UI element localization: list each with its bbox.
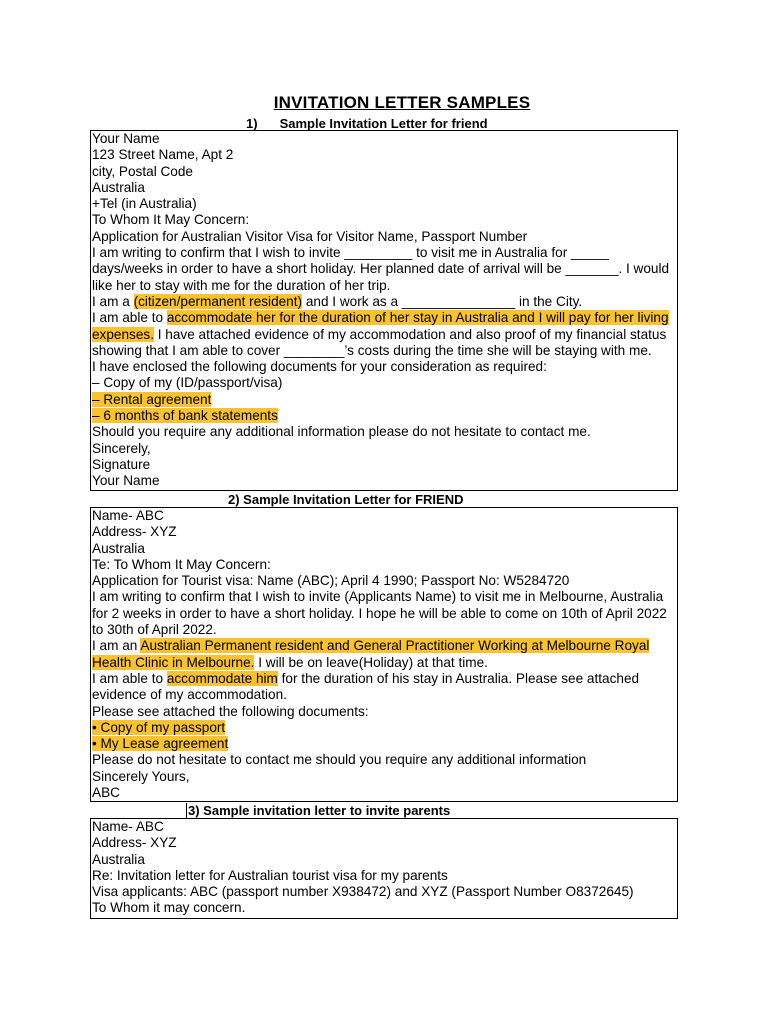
letter-text: To Whom it may concern. — [92, 900, 246, 916]
highlighted-text: Australian Permanent resident and General Practitioner Working at Melbourne Royal — [140, 638, 650, 654]
letter-line — [92, 441, 677, 457]
letter-line — [92, 473, 677, 489]
letter-line — [92, 343, 677, 359]
letter-text: I am writing to confirm that I wish to invite _________ to visit me in Australia for _____ — [92, 245, 609, 261]
letter-line — [92, 278, 677, 294]
letter-text: Sincerely Yours, — [92, 768, 190, 784]
letter-text: I am an — [92, 638, 141, 654]
highlighted-text: (citizen/permanent resident) — [133, 293, 303, 309]
letter-line — [92, 589, 677, 605]
letter-text: Sincerely, — [92, 440, 151, 456]
letter-line — [92, 524, 677, 540]
highlighted-text: accommodate him — [166, 670, 278, 686]
letter-text: Te: To Whom It May Concern: — [92, 556, 271, 572]
letter-text: Signature — [92, 456, 151, 472]
letter-text: Please see attached the following documents: — [92, 703, 369, 719]
letter-line — [92, 671, 677, 687]
section-1-number: 1) — [246, 116, 258, 131]
letter-line — [92, 327, 677, 343]
letter-line — [92, 131, 677, 147]
letter-text: Address- XYZ — [92, 835, 177, 851]
letter-text: for the duration of his stay in Australia. Please see attached — [277, 670, 640, 686]
letter-line — [92, 392, 677, 408]
letter-line — [92, 852, 677, 868]
letter-line — [92, 769, 677, 785]
letter-text: I am able to — [92, 310, 167, 326]
letter-text: I am writing to confirm that I wish to invite (Applicants Name) to visit me in Melbourne, Australia — [92, 589, 664, 605]
letter-line — [92, 359, 677, 375]
letter-text: Visa applicants: ABC (passport number X938472) and XYZ (Passport Number O8372645) — [92, 884, 634, 900]
letter-text: Name- ABC — [92, 508, 164, 523]
section-2-letter — [90, 507, 678, 802]
letter-line — [92, 164, 677, 180]
letter-text: 123 Street Name, Apt 2 — [92, 147, 234, 163]
letter-line — [92, 375, 677, 391]
highlighted-text: • My Lease agreement — [92, 736, 229, 752]
letter-text: Address- XYZ — [92, 524, 177, 540]
letter-text: evidence of my accommodation. — [92, 687, 287, 703]
letter-line — [92, 655, 677, 671]
letter-line — [92, 557, 677, 573]
letter-line — [92, 147, 677, 163]
letter-text: I have enclosed the following documents for your consideration as required: — [92, 359, 547, 375]
letter-line — [92, 261, 677, 277]
letter-text: days/weeks in order to have a short holiday. Her planned date of arrival will be _______. I would — [92, 261, 670, 277]
letter-line — [92, 835, 677, 851]
letter-line — [92, 736, 677, 752]
letter-line — [92, 704, 677, 720]
highlighted-text: – 6 months of bank statements — [92, 408, 278, 424]
letter-text: Application for Australian Visitor Visa for Visitor Name, Passport Number — [92, 228, 528, 244]
highlighted-text: – Rental agreement — [92, 391, 212, 407]
letter-text: I have attached evidence of my accommodation and also proof of my financial status — [153, 326, 667, 342]
letter-line — [92, 408, 677, 424]
section-3-letter — [90, 818, 678, 919]
letter-text: ABC — [92, 785, 120, 801]
letter-line — [92, 457, 677, 473]
page-title: INVITATION LETTER SAMPLES — [273, 93, 531, 112]
letter-line — [92, 212, 677, 228]
letter-text: Australia — [92, 540, 145, 556]
section-2-heading: 2) Sample Invitation Letter for FRIEND — [228, 492, 464, 507]
letter-line — [92, 310, 677, 326]
letter-text: I am a — [92, 293, 134, 309]
letter-text: Australia — [92, 179, 145, 195]
letter-text: Your Name — [92, 473, 160, 489]
letter-line — [92, 687, 677, 703]
letter-line — [92, 606, 677, 622]
letter-text: I will be on leave(Holiday) at that time. — [254, 654, 488, 670]
letter-line — [92, 819, 677, 835]
highlighted-text: accommodate her for the duration of her stay in Australia and I will pay for her living — [166, 310, 669, 326]
letter-text: – Copy of my (ID/passport/visa) — [92, 375, 283, 391]
letter-line — [92, 508, 677, 524]
letter-line — [92, 229, 677, 245]
letter-line — [92, 424, 677, 440]
letter-text: to 30th of April 2022. — [92, 622, 217, 638]
letter-text: city, Postal Code — [92, 163, 193, 179]
letter-text: Australia — [92, 851, 145, 867]
letter-line — [92, 752, 677, 768]
letter-text: +Tel (in Australia) — [92, 196, 197, 212]
letter-line — [92, 245, 677, 261]
letter-text: Name- ABC — [92, 819, 164, 834]
letter-text: showing that I am able to cover ________’s costs during the time she will be staying with me. — [92, 342, 652, 358]
section-1-title: Sample Invitation Letter for friend — [279, 116, 488, 131]
letter-line — [92, 785, 677, 801]
highlighted-text: • Copy of my passport — [92, 719, 226, 735]
section-1-letter — [90, 130, 678, 491]
letter-line — [92, 180, 677, 196]
letter-line — [92, 196, 677, 212]
letter-text: Your Name — [92, 131, 160, 146]
letter-text: To Whom It May Concern: — [92, 212, 250, 228]
letter-text: Re: Invitation letter for Australian tourist visa for my parents — [92, 867, 448, 883]
letter-line — [92, 294, 677, 310]
letter-line — [92, 573, 677, 589]
highlighted-text: Health Clinic in Melbourne. — [92, 654, 255, 670]
letter-text: Should you require any additional information please do not hesitate to contact me. — [92, 424, 591, 440]
letter-line — [92, 900, 677, 916]
letter-text: and I work as a _______________ in the City. — [302, 293, 583, 309]
letter-line — [92, 622, 677, 638]
section-3-heading: 3) Sample invitation letter to invite parents — [188, 803, 451, 818]
highlighted-text: expenses. — [92, 326, 154, 342]
letter-text: Application for Tourist visa: Name (ABC); April 4 1990; Passport No: W5284720 — [92, 573, 570, 589]
letter-text: for 2 weeks in order to have a short holiday. I hope he will be able to come on 10th of April 2022 — [92, 605, 667, 621]
letter-text: Please do not hesitate to contact me should you require any additional information — [92, 752, 587, 768]
letter-line — [92, 884, 677, 900]
letter-line — [92, 720, 677, 736]
letter-line — [92, 868, 677, 884]
letter-line — [92, 638, 677, 654]
letter-line — [92, 541, 677, 557]
letter-text: like her to stay with me for the duration of her trip. — [92, 277, 391, 293]
section-1-heading — [246, 116, 488, 131]
letter-text: I am able to — [92, 670, 167, 686]
